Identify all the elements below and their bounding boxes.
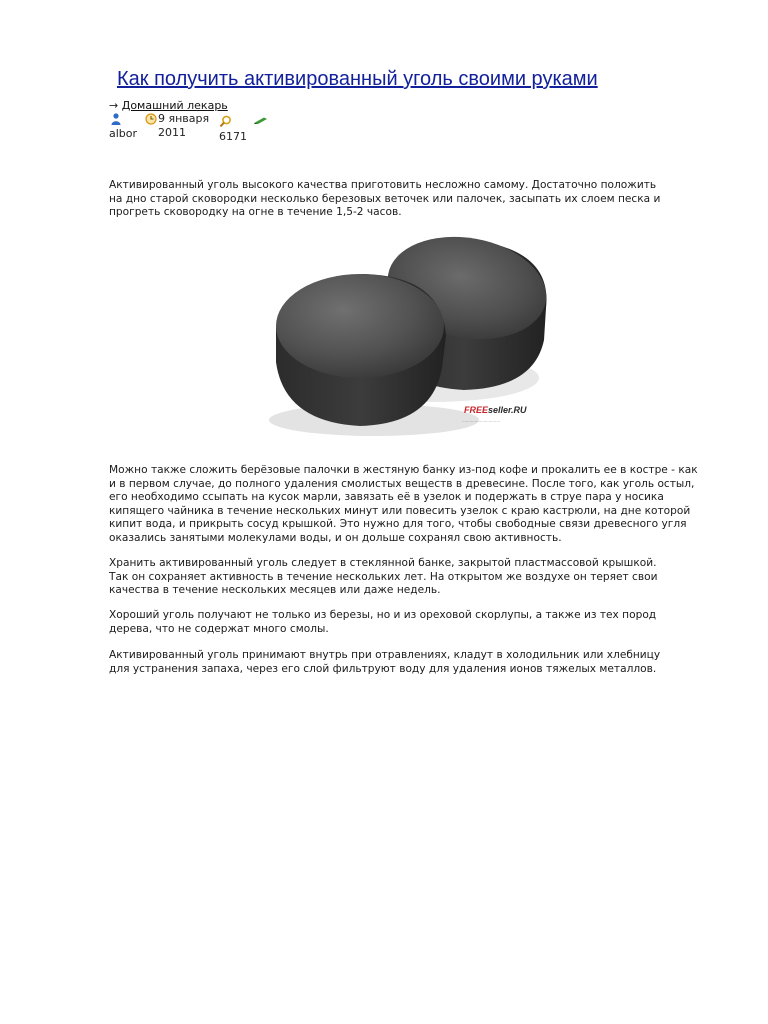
article-title-link[interactable]: Как получить активированный уголь своими руками <box>117 68 598 90</box>
paragraph-2: Можно также сложить берёзовые палочки в жестяную банку из-под кофе и прокалить ее в костре - как и в первом случае, до полного удаления смолистых веществ в древесине. После того, как уголь остыл, его необходимо ссыпать на кусок марли, завязать её в узелок и подержать в струе пара у носика кипящего чайника в течение нескольких минут или повесить узелок с краю кастрюли, на дне которой кипит вода, и прикрыть сосуд крышкой. Это нужно для того, чтобы свободные связи древесного угля оказались занятыми молекулами воды, и он дольше сохранял свою активность. <box>109 464 698 544</box>
paragraph-3: Хранить активированный уголь следует в стеклянной банке, закрытой пластмассовой крышкой. Так он сохраняет активность в течение нескольких лет. На открытом же воздухе он теряет свои качества в течение нескольких месяцев или даже недель. <box>109 557 658 597</box>
breadcrumb <box>109 99 228 112</box>
watermark-subtext: ······························ <box>462 419 501 424</box>
date-year: 2011 <box>158 126 186 139</box>
paragraph-5: Активированный уголь принимают внутрь при отравлениях, кладут в холодильник или хлебницу для устранения запаха, через его слой фильтруют воду для удаления ионов тяжелых металлов. <box>109 649 661 675</box>
watermark-brand-suffix: seller.RU <box>488 405 527 415</box>
views-count: 6171 <box>219 130 247 143</box>
clock-icon <box>145 113 157 125</box>
magnifier-icon <box>219 115 232 128</box>
author-link[interactable]: albor <box>109 127 138 140</box>
user-icon <box>111 113 121 125</box>
pencil-icon <box>254 116 268 124</box>
image-watermark <box>464 405 527 415</box>
watermark-brand-prefix: FREE <box>464 405 489 415</box>
breadcrumb-arrow: → <box>109 99 119 112</box>
category-link[interactable]: Домашний лекарь <box>121 99 228 112</box>
date-day: 9 января <box>158 112 210 125</box>
paragraph-1: Активированный уголь высокого качества приготовить несложно самому. Достаточно положить на дно старой сковородки несколько березовых веточек или палочек, засыпать их слоем песка и прогреть сковородку на огне в течение 1,5-2 часов. <box>109 179 661 219</box>
paragraph-4: Хороший уголь получают не только из березы, но и из ореховой скорлупы, а также из тех пород дерева, что не содержат много смолы. <box>109 609 657 635</box>
